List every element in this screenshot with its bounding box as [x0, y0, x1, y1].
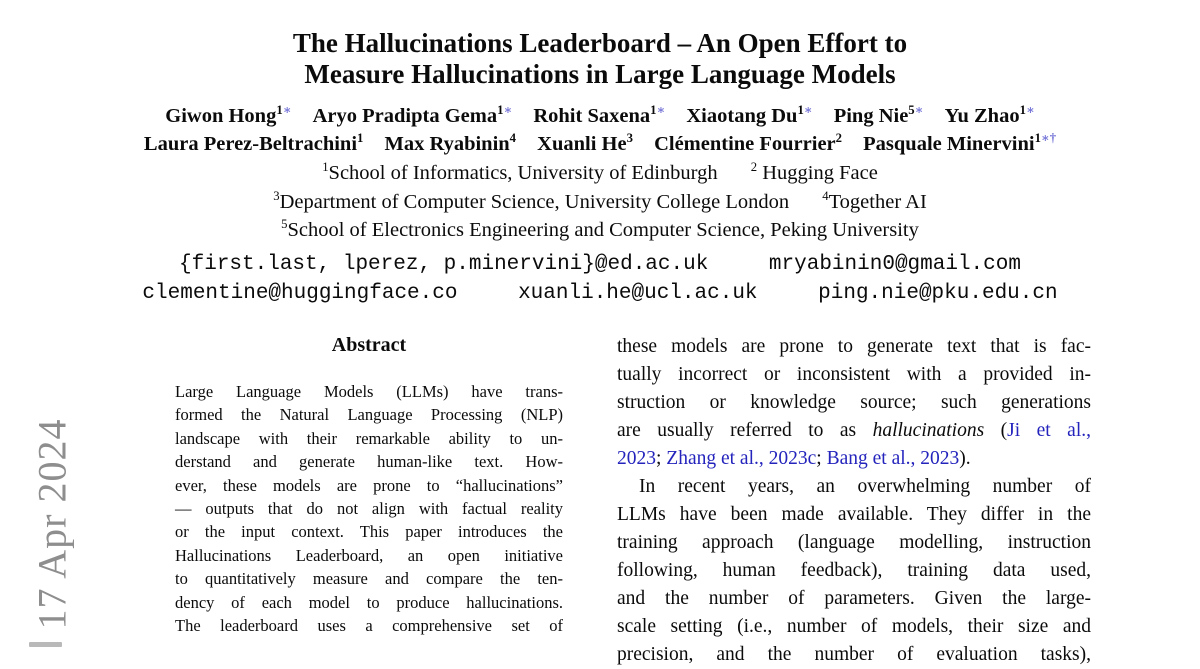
paper-title [0, 28, 1200, 90]
abstract-line: derstand and generate human-like text. How- [175, 452, 563, 472]
author-mark: ∗ [656, 103, 666, 118]
abstract-section [175, 333, 563, 637]
abstract-line: to quantitatively measure and compare the ten- [175, 569, 563, 589]
affiliation: $^3$Department of Computer Science, University College London [273, 188, 790, 213]
author: Xiaotang $Du^{1∗}$ [686, 103, 813, 127]
paper-title-line1: The Hallucinations Leaderboard – An Open Effort to [292, 28, 908, 58]
affiliation: $^1$School of Informatics, University of Edinburgh [322, 160, 718, 184]
author: Max Ryabinin$^4$ [384, 131, 517, 155]
italic-term: hallucinations [872, 420, 985, 441]
affiliation-row-1 [0, 159, 1200, 188]
author-row-1 [0, 102, 1200, 130]
author: Aryo Pradipta Gema$^{1∗}$ [312, 103, 513, 127]
affiliation-row-2 [0, 188, 1200, 217]
affiliation: $^5$School of Electronics Engineering and Computer Science, Peking University [281, 217, 919, 241]
abstract-body [175, 380, 563, 637]
author: Rohit Saxena$^{1∗}$ [533, 103, 666, 127]
abstract-line: ever, these models are prone to “hallucinations” [175, 475, 563, 495]
email-row-2 [0, 279, 1200, 308]
abstract-line: Large Language Models (LLMs) have trans- [175, 382, 563, 401]
author: Clémentine Fourrier$^2$ [654, 131, 843, 155]
abstract-line: The leaderboard uses a comprehensive set of [175, 616, 563, 636]
affiliation: $^2$ Hugging Face [750, 160, 878, 184]
author-mark: ∗† [1040, 131, 1057, 146]
body-line: scale setting (i.e., number of models, their size and [617, 616, 1091, 637]
paper-title-line2: Measure Hallucinations in Large Language Models [304, 59, 896, 89]
abstract-line: — outputs that do not align with factual reality [175, 499, 563, 519]
body-line: tually incorrect or inconsistent with a provided in- [617, 364, 1091, 385]
abstract-line: Hallucinations Leaderboard, an open initiative [175, 545, 563, 565]
author: Giwon Hong$^{1∗}$ [165, 103, 292, 127]
abstract-heading: Abstract [331, 334, 407, 356]
citation-link[interactable]: Ji et al., [1007, 420, 1091, 441]
body-line: struction or knowledge source; such generations [617, 392, 1091, 413]
body-line-partial: precision, and the number of evaluation tasks), [617, 644, 1091, 665]
body-line: In recent years, an overwhelming number of [639, 476, 1091, 497]
author-row-2 [0, 130, 1200, 158]
body-line: training approach (language modelling, instruction [617, 532, 1091, 553]
body-line: these models are prone to generate text that is fac- [617, 336, 1091, 357]
banner-fragment [29, 642, 62, 647]
email-address: mryabinin0@gmail.com [768, 253, 1021, 276]
body-line: following, human feedback), training data used, [617, 560, 1091, 581]
affiliation: $^4$Together AI [822, 188, 927, 213]
author-mark: ∗ [282, 103, 292, 118]
intro-column [617, 333, 1091, 669]
body-line: 2023; Zhang et al., 2023c; Bang et al., 2023). [617, 448, 971, 469]
affiliation-row-3 [0, 216, 1200, 245]
body-line: are usually referred to as hallucinations (Ji et al., [617, 420, 1091, 441]
author: Laura Perez-Beltrachini$^1$ [143, 131, 364, 155]
author-mark: ∗ [803, 103, 813, 118]
author-list [0, 102, 1200, 158]
author: Yu Zhao$^{1∗}$ [944, 103, 1035, 127]
citation-link[interactable]: Zhang et al., 2023c [666, 448, 817, 469]
email-list [0, 250, 1200, 308]
author-mark: ∗ [914, 103, 924, 118]
abstract-line: landscape with their remarkable ability to un- [175, 428, 563, 448]
abstract-line: dency of each model to produce hallucinations. [175, 592, 563, 612]
body-line: and the number of parameters. Given the large- [617, 588, 1091, 609]
abstract-line: formed the Natural Language Processing (NLP) [175, 405, 563, 425]
email-address: {first.last, lperez, p.minervini}@ed.ac.uk [179, 253, 709, 276]
abstract-line: or the input context. This paper introduces the [175, 522, 563, 542]
affiliation-list [0, 159, 1200, 245]
arxiv-date-banner: 17 Apr 2024 [29, 418, 75, 630]
email-address: xuanli.he@ucl.ac.uk [518, 282, 758, 305]
email-address: ping.nie@pku.edu.cn [818, 282, 1058, 305]
author: Ping Nie$^{5∗}$ [833, 103, 924, 127]
author: Pasquale Minervini$^{1∗\dagger}$ [863, 131, 1057, 155]
citation-link[interactable]: 2023 [617, 448, 656, 469]
author-mark: ∗ [1025, 103, 1035, 118]
author-mark: ∗ [503, 103, 513, 118]
citation-link[interactable]: Bang et al., 2023 [826, 448, 960, 469]
body-line: LLMs have been made available. They differ in the [617, 504, 1091, 525]
email-row-1 [0, 250, 1200, 279]
email-address: clementine@huggingface.co [142, 282, 458, 305]
author: Xuanli He$^3$ [537, 131, 633, 155]
